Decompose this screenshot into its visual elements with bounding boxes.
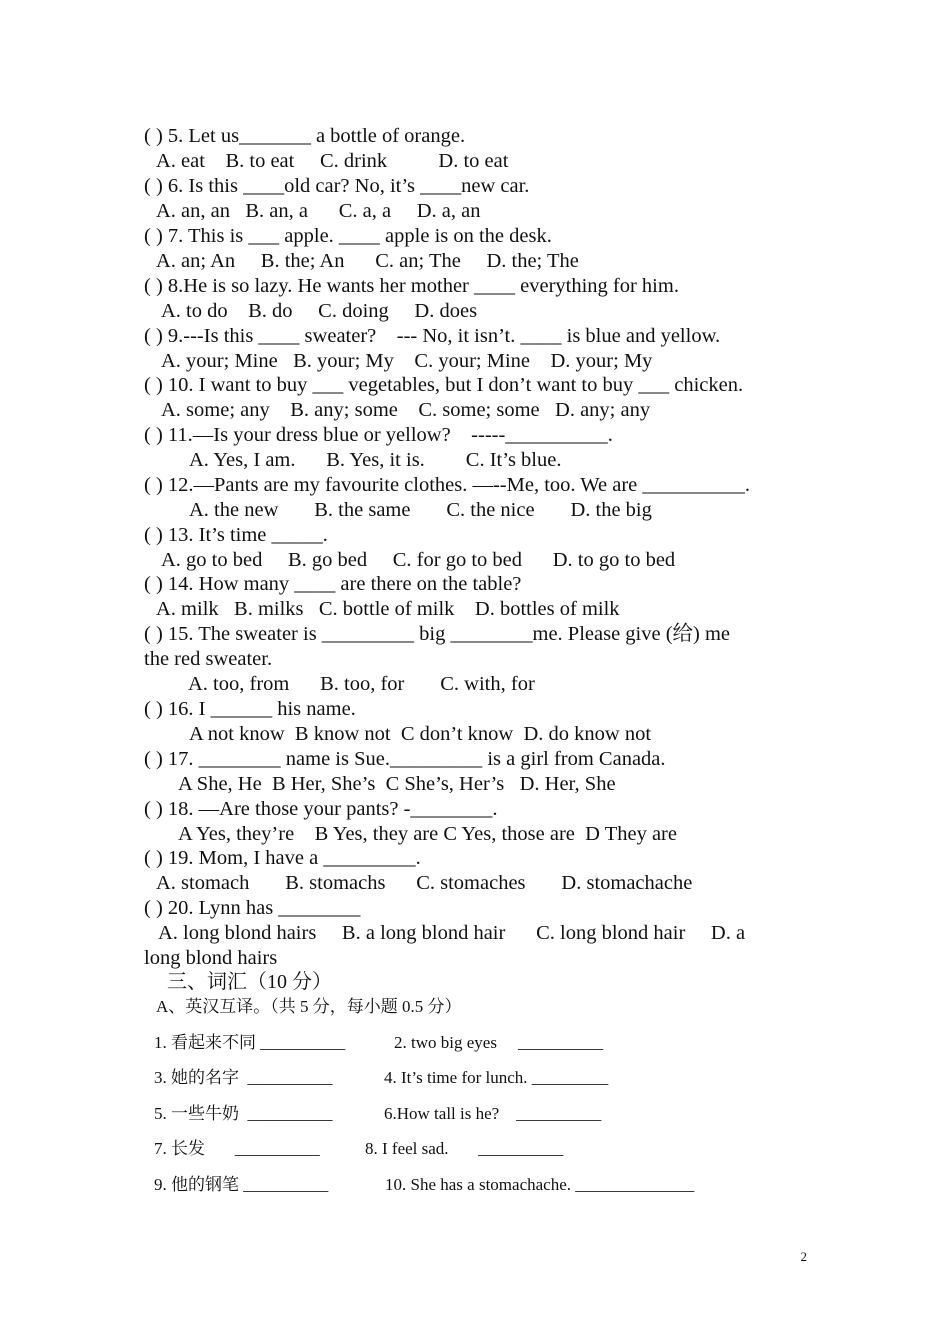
translation-item: 6.How tall is he? __________ (384, 1104, 602, 1123)
question-options-continued: long blond hairs (144, 947, 278, 969)
question-stem: ( ) 10. I want to buy ___ vegetables, but I don’t want to buy ___ chicken. (144, 374, 744, 396)
question-stem: ( ) 8.He is so lazy. He wants her mother ____ everything for him. (144, 275, 679, 297)
section-subtitle: A、英汉互译。（共 5 分，每小题 0.5 分） (156, 997, 462, 1016)
question-options: A. long blond hairs B. a long blond hair C. long blond hair D. a (158, 922, 746, 944)
question-stem: ( ) 20. Lynn has ________ (144, 897, 361, 919)
translation-item: 3. 她的名字 __________ (154, 1068, 333, 1087)
question-options: A not know B know not C don’t know D. do know not (189, 723, 652, 745)
question-stem: ( ) 18. —Are those your pants? -________. (144, 798, 498, 820)
question-stem: ( ) 19. Mom, I have a _________. (144, 847, 421, 869)
question-options: A. an; An B. the; An C. an; The D. the; The (156, 250, 579, 272)
question-options: A. too, from B. too, for C. with, for (188, 673, 535, 695)
question-options: A. the new B. the same C. the nice D. the big (189, 499, 652, 521)
question-options: A. some; any B. any; some C. some; some D. any; any (161, 399, 651, 421)
page-number: 2 (800, 1249, 807, 1264)
question-stem: ( ) 13. It’s time _____. (144, 524, 328, 546)
question-stem: ( ) 17. ________ name is Sue._________ is a girl from Canada. (144, 748, 666, 770)
translation-item: 4. It’s time for lunch. _________ (384, 1068, 609, 1087)
question-options: A. an, an B. an, a C. a, a D. a, an (156, 200, 481, 222)
translation-item: 5. 一些牛奶 __________ (154, 1104, 333, 1123)
translation-item: 2. two big eyes __________ (394, 1033, 604, 1052)
section-title: 三、词汇（10 分） (167, 971, 332, 993)
question-stem: ( ) 9.---Is this ____ sweater? --- No, it isn’t. ____ is blue and yellow. (144, 325, 721, 347)
question-stem: ( ) 6. Is this ____old car? No, it’s ____new car. (144, 175, 530, 197)
question-stem: ( ) 5. Let us_______ a bottle of orange. (144, 125, 466, 147)
question-stem: ( ) 15. The sweater is _________ big ________me. Please give (给) me (144, 623, 731, 645)
question-options: A. go to bed B. go bed C. for go to bed D. to go to bed (161, 549, 676, 571)
question-stem-continued: the red sweater. (144, 648, 273, 670)
translation-item: 7. 长发 __________ (154, 1139, 320, 1158)
translation-item: 10. She has a stomachache. ______________ (385, 1175, 695, 1194)
translation-item: 8. I feel sad. __________ (365, 1139, 564, 1158)
question-options: A. your; Mine B. your; My C. your; Mine D. your; My (161, 350, 653, 372)
question-stem: ( ) 7. This is ___ apple. ____ apple is on the desk. (144, 225, 552, 247)
question-stem: ( ) 12.—Pants are my favourite clothes. —--Me, too. We are __________. (144, 474, 750, 496)
question-stem: ( ) 14. How many ____ are there on the table? (144, 573, 522, 595)
question-stem: ( ) 16. I ______ his name. (144, 698, 356, 720)
question-options: A She, He B Her, She’s C She’s, Her’s D. Her, She (178, 773, 616, 795)
translation-item: 9. 他的钢笔 __________ (154, 1175, 329, 1194)
question-options: A. Yes, I am. B. Yes, it is. C. It’s blue. (189, 449, 562, 471)
question-options: A. eat B. to eat C. drink D. to eat (156, 150, 509, 172)
question-options: A. milk B. milks C. bottle of milk D. bottles of milk (156, 598, 620, 620)
question-options: A. to do B. do C. doing D. does (161, 300, 478, 322)
question-stem: ( ) 11.—Is your dress blue or yellow? -----__________. (144, 424, 613, 446)
translation-item: 1. 看起来不同 __________ (154, 1033, 346, 1052)
question-options: A. stomach B. stomachs C. stomaches D. stomachache (156, 872, 693, 894)
question-options: A Yes, they’re B Yes, they are C Yes, those are D They are (178, 823, 677, 845)
